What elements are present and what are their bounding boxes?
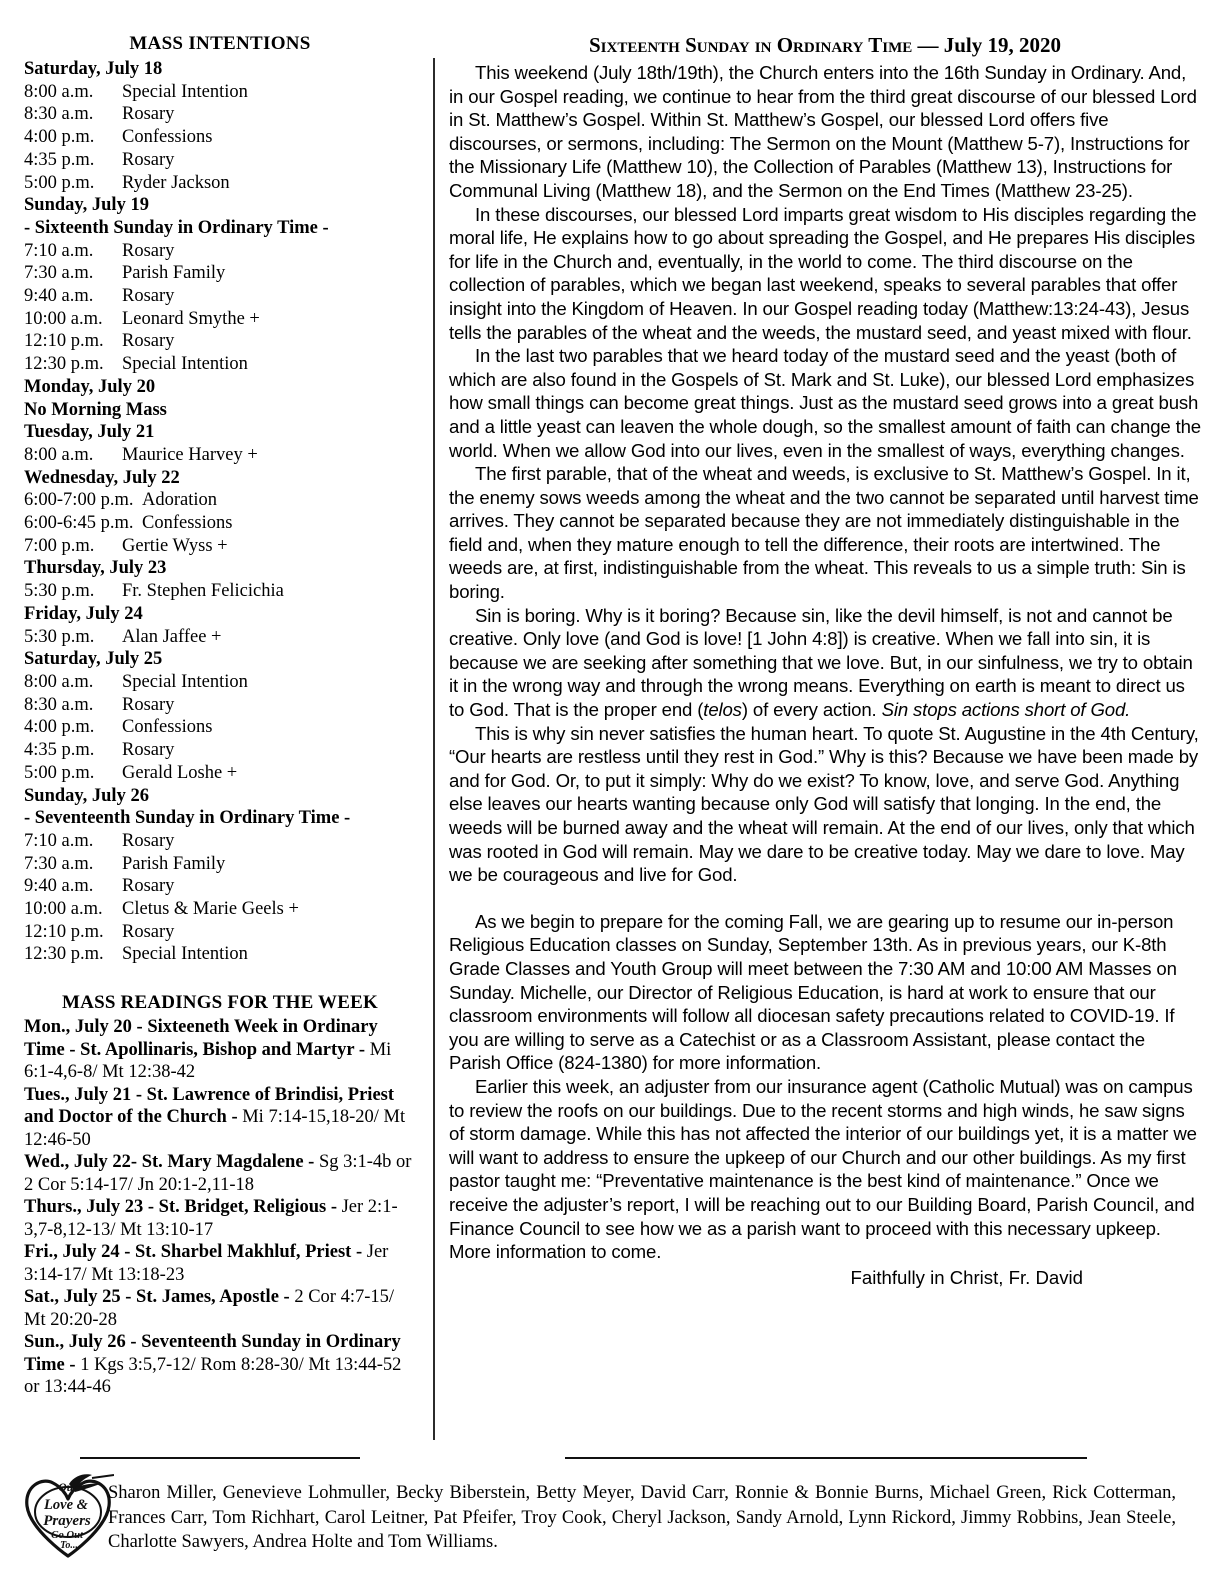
mass-intention: Gerald Loshe + xyxy=(122,762,238,783)
mass-intention: Parish Family xyxy=(122,263,226,284)
mass-intention-row xyxy=(24,580,416,603)
mass-intention-row xyxy=(24,330,416,353)
mass-reading-row xyxy=(24,1331,416,1399)
mass-time: 6:00-7:00 p.m. xyxy=(24,490,134,511)
footer-rule-left xyxy=(80,1457,360,1459)
mass-day-heading: No Morning Mass xyxy=(24,399,167,420)
mass-time: 7:30 a.m. xyxy=(24,263,94,284)
mass-intention-row xyxy=(24,671,416,694)
mass-reading-row xyxy=(24,1016,416,1084)
mass-intention: Rosary xyxy=(122,240,175,261)
mass-time: 10:00 a.m. xyxy=(24,899,103,920)
mass-intention: Rosary xyxy=(122,921,175,942)
mass-intention-row xyxy=(24,716,416,739)
mass-intention: Gertie Wyss + xyxy=(122,535,228,556)
mass-time: 12:10 p.m. xyxy=(24,331,104,352)
article-paragraph: The first parable, that of the wheat and weeds, is exclusive to St. Matthew’s Gospel. In it, the enemy sows weeds among the wheat and the two cannot be separated until harvest time arrives. They cannot be separated because they are not immediately distinguishable in the field and, when they mature enough to tell the difference, their roots are intertwined. The weeds are, at first, indistinguishable from the wheat. This reveals to us a simple truth: Sin is boring. xyxy=(449,463,1199,603)
mass-time: 8:00 a.m. xyxy=(24,671,94,692)
mass-reading-citations: Jer 3:14-17/ Mt 13:18-23 xyxy=(24,1242,389,1285)
mass-intention: Special Intention xyxy=(122,944,248,965)
mass-time: 9:40 a.m. xyxy=(24,876,94,897)
mass-time: 12:10 p.m. xyxy=(24,921,104,942)
mass-intention-row xyxy=(24,875,416,898)
mass-reading-citations: Mi 6:1-4,6-8/ Mt 12:38-42 xyxy=(24,1039,392,1083)
mass-intention-row xyxy=(24,943,416,966)
mass-intention: Special Intention xyxy=(122,671,248,692)
mass-intention-row xyxy=(24,172,416,195)
mass-intention-row xyxy=(24,489,416,512)
mass-reading-label: Mon., July 20 - Sixteeneth Week in Ordinary Time - St. Apollinaris, Bishop and Martyr - xyxy=(24,1017,378,1060)
mass-intention-row xyxy=(24,898,416,921)
mass-reading-label: Thurs., July 23 - St. Bridget, Religious - xyxy=(24,1197,337,1218)
right-column xyxy=(449,33,1201,1289)
mass-intention: Ryder Jackson xyxy=(122,172,230,193)
mass-day-heading: Friday, July 24 xyxy=(24,603,143,624)
mass-intention: Confessions xyxy=(142,513,233,534)
mass-intention: Rosary xyxy=(122,286,175,307)
mass-intention: Rosary xyxy=(122,331,175,352)
mass-time: 12:30 p.m. xyxy=(24,354,104,375)
mass-intention-row xyxy=(24,921,416,944)
mass-intention: Rosary xyxy=(122,104,175,125)
mass-reading-citations: 2 Cor 4:7-15/ Mt 20:20-28 xyxy=(24,1287,395,1330)
mass-time: 8:00 a.m. xyxy=(24,444,94,465)
mass-intention: Rosary xyxy=(122,149,175,170)
mass-intention-row xyxy=(24,81,416,104)
mass-intention: Rosary xyxy=(122,740,175,761)
mass-intention: Special Intention xyxy=(122,354,248,375)
mass-intention: Adoration xyxy=(142,490,218,511)
mass-intention: Confessions xyxy=(122,127,213,148)
mass-intention-row xyxy=(24,626,416,649)
logo-word-gooutto: Go Out xyxy=(51,1530,83,1541)
mass-intention-row xyxy=(24,694,416,717)
mass-intention-row xyxy=(24,262,416,285)
mass-intentions-heading: MASS INTENTIONS xyxy=(129,33,311,54)
mass-reading-label: Sat., July 25 - St. James, Apostle - xyxy=(24,1287,290,1308)
mass-reading-citations: 1 Kgs 3:5,7-12/ Rom 8:28-30/ Mt 13:44-52 or 13:44-46 xyxy=(24,1354,402,1398)
mass-intention: Rosary xyxy=(122,876,175,897)
mass-reading-label: Fri., July 24 - St. Sharbel Makhluf, Priest - xyxy=(24,1242,363,1263)
sin-text-emphasis: Sin stops actions short of God. xyxy=(881,699,1131,721)
article-paragraph: Earlier this week, an adjuster from our insurance agent (Catholic Mutual) was on campus to review the roofs on our buildings. Due to the recent storms and high winds, he saw signs of storm damage. While this has not affected the interior of our buildings yet, it is a matter we will want to address to ensure the upkeep of our Church and our other buildings. As my first pastor taught me: “Preventative maintenance is the best kind of maintenance.” Once we receive the adjuster’s report, I will be reaching out to our Building Board, Parish Council, and Finance Council to see how we as a parish want to proceed with this necessary upkeep. More information to come. xyxy=(449,1075,1197,1263)
mass-readings-heading: MASS READINGS FOR THE WEEK xyxy=(62,992,378,1014)
mass-reading-row xyxy=(24,1196,416,1241)
logo-word-to: To... xyxy=(60,1540,78,1551)
mass-time: 12:30 p.m. xyxy=(24,944,104,965)
paragraph-spacer xyxy=(449,887,1201,910)
mass-reading-citations: Mi 7:14-15,18-20/ Mt 12:46-50 xyxy=(24,1107,406,1150)
mass-day-heading: Saturday, July 25 xyxy=(24,649,163,670)
love-and-prayers-heart-icon xyxy=(22,1472,114,1560)
article-title xyxy=(449,33,1201,58)
article-signoff: Faithfully in Christ, Fr. David xyxy=(850,1266,1083,1288)
mass-readings-list xyxy=(24,1016,416,1399)
mass-time: 7:10 a.m. xyxy=(24,240,94,261)
mass-reading-row xyxy=(24,1151,416,1196)
sin-text-mid: ) of every action. xyxy=(741,699,882,721)
article-paragraph: As we begin to prepare for the coming Fall, we are gearing up to resume our in-person Religious Education classes on Sunday, September 13th. As in previous years, our K-8th Grade Classes and Youth Group will meet between the 7:30 AM and 10:00 AM Masses on Sunday. Michelle, our Director of Religious Education, is hard at work to ensure that our classroom environments will follow all diocesan safety precautions related to COVID-19. If you are willing to serve as a Catechist or as a Classroom Assistant, please contact the Parish Office (824-1380) for more information. xyxy=(449,910,1177,1074)
mass-day-heading: Wednesday, July 22 xyxy=(24,467,180,488)
mass-time: 4:00 p.m. xyxy=(24,127,95,148)
prayer-names-list: Sharon Miller, Genevieve Lohmuller, Becky Biberstein, Betty Meyer, David Carr, Ronnie & Bonnie Burns, Michael Green, Rick Cotterman, Frances Carr, Tom Richhart, Carol Leitner, Pat Pfeifer, Troy Cook, Cheryl Jackson, Sandy Arnold, Lynn Rickord, Jimmy Robbins, Jean Steele, Charlotte Sawyers, Andrea Holte and Tom Williams. xyxy=(108,1483,1176,1552)
mass-reading-citations: Jer 2:1-3,7-8,12-13/ Mt 13:10-17 xyxy=(24,1197,398,1240)
mass-intention: Parish Family xyxy=(122,853,226,874)
mass-reading-row xyxy=(24,1084,416,1152)
mass-time: 4:00 p.m. xyxy=(24,717,95,738)
mass-intention-row xyxy=(24,830,416,853)
mass-time: 6:00-6:45 p.m. xyxy=(24,513,134,534)
sin-text-pre: Sin is boring. Why is it boring? Because sin, like the devil himself, is not and cannot be creative. Only love (and God is love! [1 John 4:8]) is creative. When we fall into sin, it is because we are seeking after something that we love. But, in our sinfulness, we try to obtain it in the wrong way and through the wrong means. Everything on earth is meant to direct us to God. That is the proper end ( xyxy=(449,604,1193,721)
footer-rule-right xyxy=(565,1457,1087,1459)
mass-time: 4:35 p.m. xyxy=(24,149,95,170)
mass-day-heading: Tuesday, July 21 xyxy=(24,422,155,443)
article-paragraph-sin xyxy=(449,604,1201,722)
mass-intention-row xyxy=(24,739,416,762)
article-title-smallcaps: Sixteenth Sunday in Ordinary Time xyxy=(588,33,913,57)
column-divider xyxy=(433,58,435,1440)
mass-intention: Special Intention xyxy=(122,81,248,102)
mass-intention: Cletus & Marie Geels + xyxy=(122,899,299,920)
mass-time: 5:30 p.m. xyxy=(24,581,95,602)
mass-reading-row xyxy=(24,1241,416,1286)
sin-text-telos: telos xyxy=(703,699,742,721)
article-paragraph: In these discourses, our blessed Lord imparts great wisdom to His disciples regarding the moral life, He explains how to go about spreading the Gospel, and He prepares His disciples for life in the Church and, eventually, in the world to come. The third discourse on the collection of parables, which we began last weekend, speaks to several parables that offer insight into the Kingdom of Heaven. In our Gospel reading today (Matthew:13:24-43), Jesus tells the parables of the wheat and the weeds, the mustard seed, and yeast mixed with flour. xyxy=(449,203,1197,343)
mass-reading-citations: Sg 3:1-4b or 2 Cor 5:14-17/ Jn 20:1-2,11-18 xyxy=(24,1152,412,1195)
mass-reading-row xyxy=(24,1286,416,1331)
mass-intention-row xyxy=(24,353,416,376)
article-paragraph: This weekend (July 18th/19th), the Church enters into the 16th Sunday in Ordinary. And, in our Gospel reading, we continue to hear from the third great discourse of our blessed Lord in St. Matthew’s Gospel. Within St. Matthew’s Gospel, our blessed Lord offers five discourses, or sermons, including: The Sermon on the Mount (Matthew 5-7), Instructions for the Missionary Life (Matthew 10), the Collection of Parables (Matthew 13), Instructions for Communal Living (Matthew 18), and the Sermon on the End Times (Matthew 23-25). xyxy=(449,62,1197,201)
mass-intention: Maurice Harvey + xyxy=(122,444,258,465)
mass-time: 7:00 p.m. xyxy=(24,535,95,556)
mass-day-heading: Saturday, July 18 xyxy=(24,59,163,79)
mass-intention-row xyxy=(24,240,416,263)
mass-day-heading: - Seventeenth Sunday in Ordinary Time - xyxy=(24,808,351,829)
mass-intention-row xyxy=(24,149,416,172)
mass-intentions-list xyxy=(24,58,416,966)
logo-word-love: Love & xyxy=(44,1497,88,1513)
mass-time: 7:30 a.m. xyxy=(24,853,94,874)
mass-time: 5:00 p.m. xyxy=(24,172,95,193)
mass-day-heading: - Sixteenth Sunday in Ordinary Time - xyxy=(24,217,329,238)
mass-intention-row xyxy=(24,762,416,785)
mass-reading-label: Wed., July 22- St. Mary Magdalene - xyxy=(24,1152,315,1173)
mass-intention-row xyxy=(24,512,416,535)
mass-time: 5:00 p.m. xyxy=(24,762,95,783)
mass-time: 5:30 p.m. xyxy=(24,626,95,647)
article-paragraph: In the last two parables that we heard today of the mustard seed and the yeast (both of which are also found in the Gospels of St. Mark and St. Luke), our blessed Lord emphasizes how small things can become great things. Just as the mustard seed grows into a great bush and a little yeast can leaven the whole dough, so the smallest amount of faith can change the world. When we allow God into our lives, even in the smallest of ways, everything changes. xyxy=(449,345,1201,461)
mass-intention-row xyxy=(24,103,416,126)
logo-word-prayers: Prayers xyxy=(43,1513,91,1529)
mass-intention-row xyxy=(24,535,416,558)
mass-day-heading: Sunday, July 19 xyxy=(24,195,149,216)
mass-intention: Rosary xyxy=(122,694,175,715)
mass-time: 10:00 a.m. xyxy=(24,308,103,329)
mass-intention-row xyxy=(24,308,416,331)
mass-reading-label: Tues., July 21 - St. Lawrence of Brindisi, Priest and Doctor of the Church - xyxy=(24,1084,395,1128)
mass-time: 8:00 a.m. xyxy=(24,81,94,102)
mass-time: 8:30 a.m. xyxy=(24,694,94,715)
mass-time: 4:35 p.m. xyxy=(24,740,95,761)
mass-intention: Confessions xyxy=(122,717,213,738)
article-paragraph: This is why sin never satisfies the human heart. To quote St. Augustine in the 4th Century, “Our hearts are restless until they rest in God.” Why is this? Because we have been made by and for God. Or, to put it simply: Why do we exist? To know, love, and serve God. Anything else leaves our hearts wanting because only God will satisfy that longing. In the end, the weeds will be burned away and the wheat will remain. At the end of our lives, only that which was rooted in God will remain. May we dare to be creative today. May we dare to love. May we be courageous and live for God. xyxy=(449,722,1199,886)
mass-day-heading: Thursday, July 23 xyxy=(24,558,167,579)
mass-intention: Fr. Stephen Felicichia xyxy=(122,581,284,602)
article-title-date: — July 19, 2020 xyxy=(912,33,1062,57)
mass-intention: Rosary xyxy=(122,830,175,851)
mass-reading-label: Sun., July 26 - Seventeenth Sunday in Ordinary Time - xyxy=(24,1332,401,1375)
mass-day-heading: Monday, July 20 xyxy=(24,376,156,397)
mass-intention-row xyxy=(24,444,416,467)
logo-word-our: Our xyxy=(58,1482,78,1494)
left-column xyxy=(24,33,416,1399)
mass-time: 9:40 a.m. xyxy=(24,286,94,307)
mass-intention-row xyxy=(24,853,416,876)
mass-intention: Leonard Smythe + xyxy=(122,308,260,329)
mass-day-heading: Sunday, July 26 xyxy=(24,785,149,806)
mass-time: 8:30 a.m. xyxy=(24,104,94,125)
mass-intention-row xyxy=(24,285,416,308)
mass-intention-row xyxy=(24,126,416,149)
mass-intention: Alan Jaffee + xyxy=(122,626,222,647)
mass-time: 7:10 a.m. xyxy=(24,830,94,851)
